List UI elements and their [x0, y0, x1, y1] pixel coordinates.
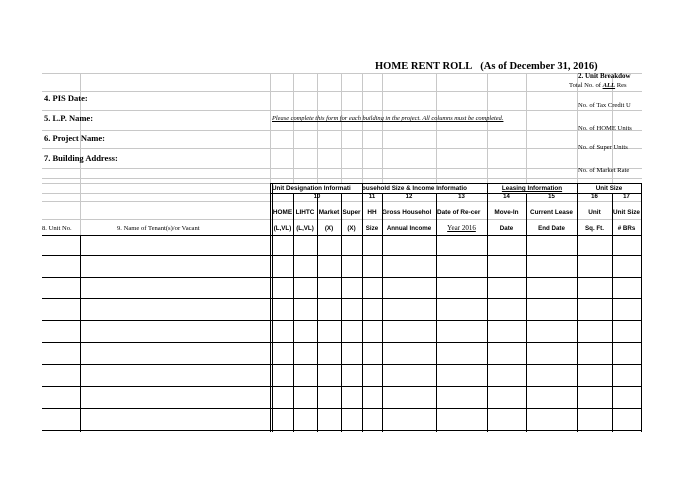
- group-header-unit-designation: [272, 185, 362, 192]
- col-number-12: 12: [405, 194, 413, 200]
- grid-line: [42, 91, 642, 92]
- table-row: [42, 408, 642, 409]
- col-number-10: 10: [313, 194, 321, 200]
- table-border: [272, 183, 273, 432]
- grid-line: [42, 193, 270, 194]
- lp-name-label: 5. L.P. Name:: [44, 113, 94, 123]
- table-row: [42, 364, 642, 365]
- col-number-14: 14: [503, 194, 510, 200]
- col-header-date: Date: [499, 225, 514, 232]
- col-header-sqft: Sq. Ft.: [585, 225, 604, 232]
- table-border: [270, 183, 642, 184]
- col-header-brs: # BRs: [617, 225, 636, 232]
- group-header-leasing-label: Leasing Information: [501, 185, 563, 192]
- table-border: [641, 183, 642, 432]
- col-header-gross: Gross Househol: [382, 209, 432, 216]
- unit-breakdown-home: No. of HOME Units: [578, 125, 632, 132]
- col-number-17: 17: [623, 194, 630, 200]
- grid-line: [317, 73, 318, 183]
- report-title-asof: (As of December 31, 2016): [480, 61, 598, 72]
- grid-line: [362, 73, 363, 183]
- unit-breakdown-super: No. of Super Units: [578, 144, 628, 151]
- grid-line: [42, 168, 642, 169]
- group-header-unit-designation-label: Unit Designation Informati: [272, 185, 351, 192]
- col-header-home: HOME: [272, 209, 293, 216]
- table-border: [577, 183, 578, 432]
- col-header-current-lease: Current Lease: [530, 209, 573, 216]
- table-border: [80, 235, 81, 432]
- grid-line: [42, 183, 270, 184]
- unit-breakdown-total-suffix: Res: [615, 82, 627, 89]
- group-header-leasing: [487, 185, 577, 192]
- grid-line: [487, 73, 488, 183]
- col-header-end-date: End Date: [538, 225, 565, 232]
- instruction-text: Please complete this form for each building in the project. All columns must be completed.: [272, 115, 504, 122]
- table-row: [42, 430, 642, 431]
- grid-line: [382, 73, 383, 183]
- col-header-lihtc-code: (L,VL): [296, 225, 314, 232]
- col-header-super: Super: [342, 209, 361, 216]
- grid-line: [42, 148, 642, 149]
- col-header-unit-no: 8. Unit No.: [42, 225, 72, 232]
- unit-breakdown-market: No. of Market Rate: [578, 167, 630, 174]
- grid-line: [436, 73, 437, 183]
- table-border: [270, 183, 271, 432]
- unit-breakdown-total-prefix: Total No. of: [569, 82, 603, 89]
- table-row: [42, 320, 642, 321]
- report-title: [375, 61, 598, 72]
- col-number-11: 11: [368, 194, 376, 200]
- grid-line: [80, 183, 81, 235]
- unit-breakdown-tax-credit: No. of Tax Credit U: [578, 102, 631, 109]
- unit-breakdown-total: [569, 82, 627, 89]
- table-border: [42, 235, 642, 236]
- project-name-label: 6. Project Name:: [44, 133, 105, 143]
- group-header-unit-size: [577, 185, 641, 192]
- grid-line: [80, 73, 81, 183]
- grid-line: [42, 178, 642, 179]
- table-row: [42, 342, 642, 343]
- col-header-year: Year 2016: [447, 224, 476, 232]
- col-header-recert: Date of Re-cer: [437, 209, 481, 216]
- group-header-household: [362, 185, 487, 192]
- table-row: [42, 255, 642, 256]
- table-border: [487, 183, 488, 432]
- col-header-movein: Move-In: [494, 209, 519, 216]
- pis-date-label: 4. PIS Date:: [44, 93, 88, 103]
- grid-line: [293, 73, 294, 183]
- col-number-13: 13: [458, 194, 465, 200]
- col-header-hh: HH: [367, 209, 377, 216]
- col-header-lihtc: LIHTC: [295, 209, 315, 216]
- building-address-label: 7. Building Address:: [44, 153, 118, 163]
- group-header-household-label: ousehold Size & Income Informatio: [362, 185, 467, 192]
- col-header-super-code: (X): [347, 225, 356, 232]
- col-number-16: 16: [591, 194, 598, 200]
- table-row: [42, 386, 642, 387]
- unit-breakdown-heading: 2. Unit Breakdow: [578, 72, 631, 80]
- grid-line: [341, 73, 342, 183]
- table-row: [42, 277, 642, 278]
- col-header-market: Market: [318, 209, 340, 216]
- grid-line: [42, 130, 642, 131]
- unit-breakdown-total-all: ALL: [602, 82, 616, 89]
- col-header-unit: Unit: [588, 209, 601, 216]
- grid-line: [42, 73, 642, 74]
- grid-line: [42, 201, 642, 202]
- table-row: [42, 298, 642, 299]
- col-header-home-code: (L,VL): [273, 225, 292, 232]
- col-number-15: 15: [548, 194, 555, 200]
- col-header-tenant: 9. Name of Tenant(s)/or Vacant: [117, 225, 200, 232]
- group-header-unit-size-label: Unit Size: [595, 185, 623, 192]
- grid-line: [42, 219, 642, 220]
- col-header-annual-income: Annual Income: [386, 225, 432, 232]
- grid-line: [42, 110, 642, 111]
- col-header-market-code: (X): [324, 225, 334, 232]
- grid-line: [526, 73, 527, 183]
- grid-line: [270, 73, 271, 183]
- col-header-size: Size: [365, 225, 379, 232]
- table-border: [362, 183, 363, 432]
- col-header-unit-size: Unit Size: [613, 209, 640, 216]
- report-title-main: HOME RENT ROLL: [375, 61, 472, 72]
